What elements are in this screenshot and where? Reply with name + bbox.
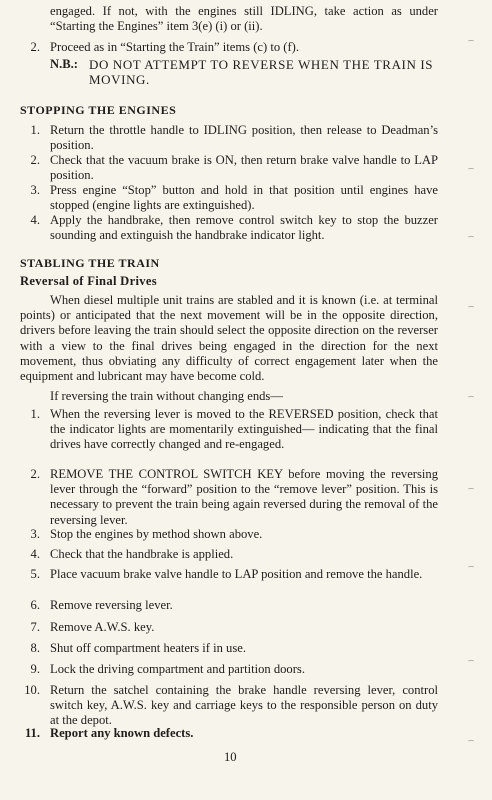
list-number: 4. bbox=[30, 547, 40, 561]
list-item: Shut off compartment heaters if in use. bbox=[50, 641, 246, 655]
list-number: 1. bbox=[30, 407, 40, 421]
list-number: 2. bbox=[30, 467, 40, 481]
binder-mark bbox=[468, 488, 474, 491]
binder-mark bbox=[468, 660, 474, 663]
page-number: 10 bbox=[224, 750, 237, 764]
list-item: Return the throttle handle to IDLING position, then release to Deadman’s position. bbox=[50, 123, 438, 153]
list-item: Check that the handbrake is applied. bbox=[50, 547, 234, 561]
list-number: 3. bbox=[30, 183, 40, 197]
intro-item-text: Proceed as in “Starting the Train” items (c) to (f). bbox=[50, 40, 300, 54]
binder-mark bbox=[468, 566, 474, 569]
list-item: Report any known defects. bbox=[50, 726, 194, 740]
list-item: Return the satchel containing the brake handle reversing lever, control switch key, A.W.S. key and carriage keys to the responsible person on duty at the depot. bbox=[50, 683, 438, 728]
list-item: Remove reversing lever. bbox=[50, 598, 173, 612]
binder-mark bbox=[468, 306, 474, 309]
list-item: When the reversing lever is moved to the REVERSED position, check that the indicator lights are momentarily extinguished— indicating that the final drives have correctly changed and re-engaged. bbox=[50, 407, 438, 452]
intro-item-number: 2. bbox=[30, 40, 40, 54]
binder-mark bbox=[468, 740, 474, 743]
binder-mark bbox=[468, 40, 474, 43]
list-number: 7. bbox=[30, 620, 40, 634]
binder-mark bbox=[468, 168, 474, 171]
lead-in-text: If reversing the train without changing ends— bbox=[50, 389, 283, 403]
list-number: 4. bbox=[30, 213, 40, 227]
nb-label: N.B.: bbox=[50, 57, 78, 71]
list-item: Check that the vacuum brake is ON, then return brake valve handle to LAP position. bbox=[50, 153, 438, 183]
binder-mark bbox=[468, 396, 474, 399]
list-item: Apply the handbrake, then remove control switch key to stop the buzzer sounding and extinguish the handbrake indicator light. bbox=[50, 213, 438, 243]
list-number: 1. bbox=[30, 123, 40, 137]
binder-mark bbox=[468, 236, 474, 239]
list-number: 11. bbox=[24, 726, 40, 740]
list-number: 2. bbox=[30, 153, 40, 167]
nb-warning: DO NOT ATTEMPT TO REVERSE WHEN THE TRAIN IS MOVING. bbox=[89, 57, 434, 88]
section-heading-stopping: STOPPING THE ENGINES bbox=[20, 103, 177, 117]
stabling-paragraph: When diesel multiple unit trains are stabled and it is known (i.e. at terminal points) or anticipated that the next movement will be in the opposite direction, drivers before leaving the train should select the opposite direction on the reverser with a view to the final drives being engaged in the direction for the next movement, thus obviating any difficulty of correct engagement later when the equipment and lubricant may have become cold. bbox=[20, 293, 438, 384]
list-number: 6. bbox=[30, 598, 40, 612]
list-item: Remove A.W.S. key. bbox=[50, 620, 155, 634]
list-item: Press engine “Stop” button and hold in that position until engines have stopped (engine lights are extinguished). bbox=[50, 183, 438, 213]
section-heading-stabling: STABLING THE TRAIN bbox=[20, 256, 160, 270]
list-number: 10. bbox=[24, 683, 40, 697]
list-number: 3. bbox=[30, 527, 40, 541]
list-number: 5. bbox=[30, 567, 40, 581]
list-number: 8. bbox=[30, 641, 40, 655]
subheading-reversal: Reversal of Final Drives bbox=[20, 274, 157, 288]
list-item: Stop the engines by method shown above. bbox=[50, 527, 263, 541]
list-item: REMOVE THE CONTROL SWITCH KEY before moving the reversing lever through the “forward” position to the “remove lever” position. This is necessary to prevent the train being again reversed during the removal of the reversing lever. bbox=[50, 467, 438, 527]
list-item: Lock the driving compartment and partition doors. bbox=[50, 662, 305, 676]
list-item: Place vacuum brake valve handle to LAP position and remove the handle. bbox=[50, 567, 423, 581]
continuation-text: engaged. If not, with the engines still IDLING, take action as under “Starting the Engines” item 3(e) (i) or (ii). bbox=[50, 4, 438, 34]
list-number: 9. bbox=[30, 662, 40, 676]
